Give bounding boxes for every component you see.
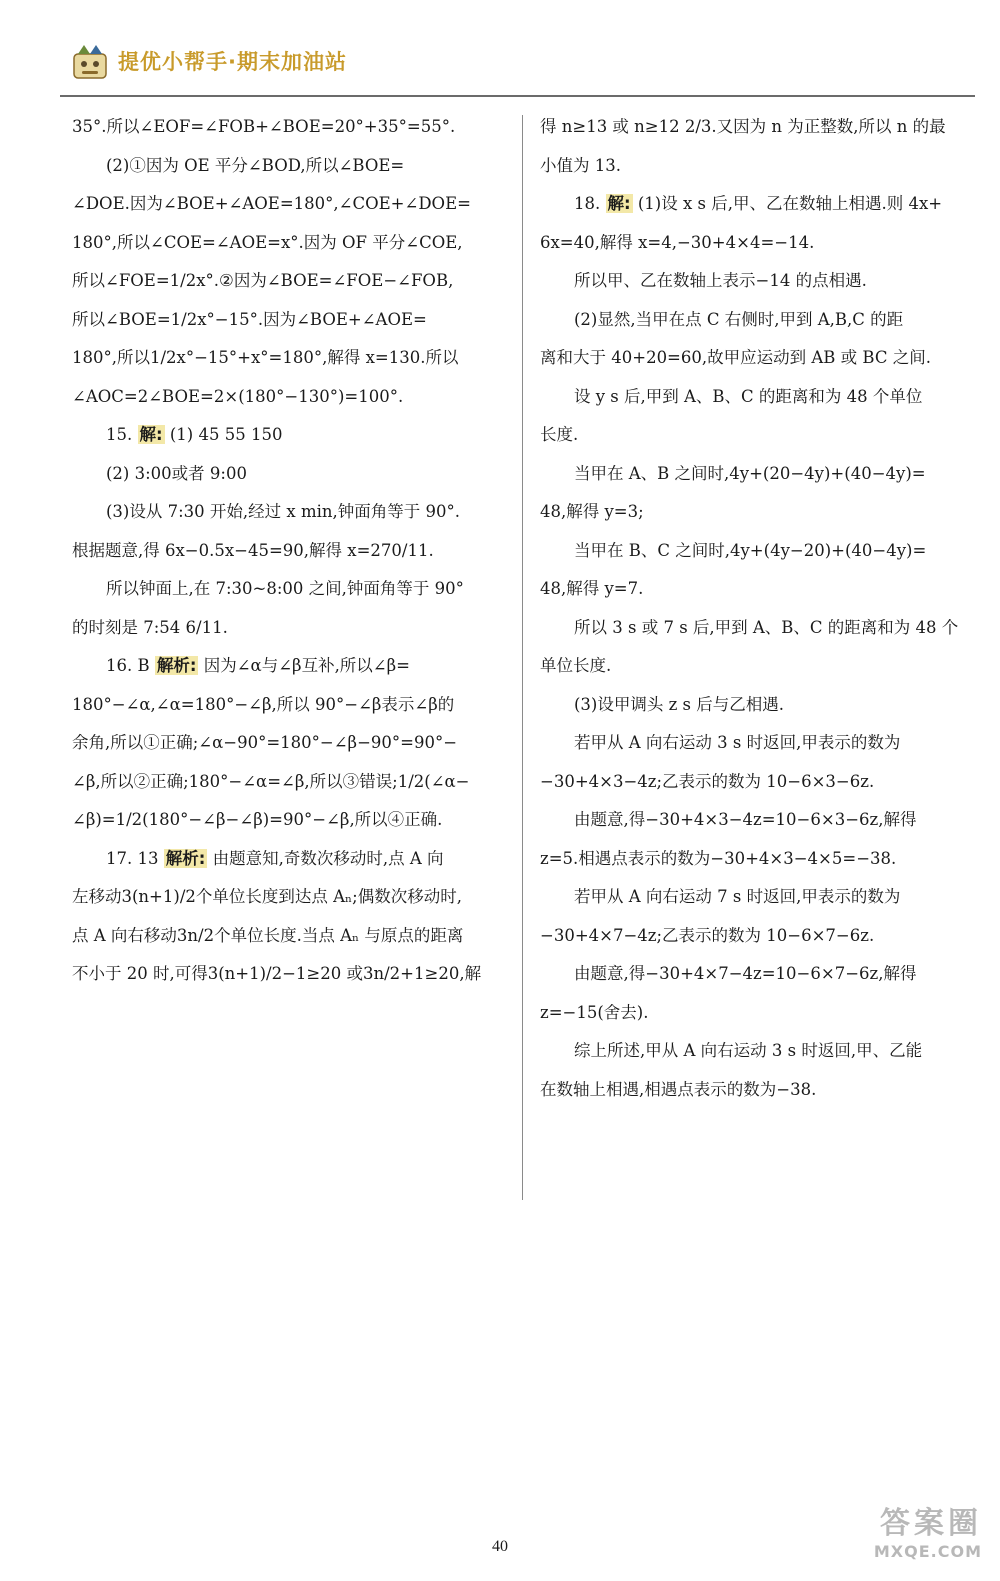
text-line: 35°.所以∠EOF=∠FOB+∠BOE=20°+35°=55°. [72,117,456,136]
analysis-tag: 解析: [165,848,206,868]
text-line: 所以钟面上,在 7:30~8:00 之间,钟面角等于 90° [106,579,464,598]
question-15 [72,416,504,455]
text-line: (1) 45 55 150 [169,425,283,444]
text-line: z=5.相遇点表示的数为−30+4×3−4×5=−38. [540,848,897,868]
text-line: 180°−∠α,∠α=180°−∠β,所以 90°−∠β表示∠β的 [72,694,455,714]
text-line: 设 y s 后,甲到 A、B、C 的距离和为 48 个单位 [574,386,923,406]
answer-tag: 解: [139,425,163,444]
right-column [540,108,973,1109]
text-line: 180°,所以1/2x°−15°+x°=180°,解得 x=130.所以 [72,348,459,367]
header-divider [60,95,975,97]
text-line: 的时刻是 7:54 6/11. [72,617,228,637]
text-line: 单位长度. [540,656,612,675]
text-line: (2)①因为 OE 平分∠BOD,所以∠BOE= [106,155,405,175]
text-line: 综上所述,甲从 A 向右运动 3 s 时返回,甲、乙能 [574,1041,923,1060]
text-line: z=−15(舍去). [540,1002,649,1022]
text-line: ∠β,所以②正确;180°−∠α=∠β,所以③错误;1/2(∠α− [72,771,470,791]
page-number: 40 [492,1538,508,1555]
text-line: 由题意,得−30+4×7−4z=10−6×7−6z,解得 [574,964,917,983]
text-line: 所以 3 s 或 7 s 后,甲到 A、B、C 的距离和为 48 个 [574,617,959,637]
watermark-url: MXQE.COM [873,1542,982,1561]
helper-logo-icon [68,42,112,82]
text-line: −30+4×3−4z;乙表示的数为 10−6×3−6z. [540,771,875,791]
answer-tag: 解: [607,194,631,213]
header-title: 提优小帮手·期末加油站 [118,50,347,74]
text-line: ∠AOC=2∠BOE=2×(180°−130°)=100°. [72,386,404,406]
text-line: (3)设从 7:30 开始,经过 x min,钟面角等于 90°. [106,502,460,521]
text-line: 若甲从 A 向右运动 7 s 时返回,甲表示的数为 [574,887,901,906]
text-line: (2) 3:00或者 9:00 [106,463,247,483]
page-header [60,38,975,88]
text-line: 48,解得 y=3; [540,502,644,521]
text-line: 所以甲、乙在数轴上表示−14 的点相遇. [574,271,867,290]
question-number: 16. B [106,656,150,675]
question-17 [72,840,504,879]
text-line: 点 A 向右移动3n/2个单位长度.当点 Aₙ 与原点的距离 [72,925,464,945]
text-line: 所以∠BOE=1/2x°−15°.因为∠BOE+∠AOE= [72,309,427,329]
text-line: 小值为 13. [540,155,621,175]
text-line: 48,解得 y=7. [540,579,644,598]
text-line: 由题意,得−30+4×3−4z=10−6×3−6z,解得 [574,810,917,829]
question-16 [72,647,504,686]
question-number: 15. [106,425,133,444]
text-line: 余角,所以①正确;∠α−90°=180°−∠β−90°=90°− [72,733,458,752]
text-line: (2)显然,当甲在点 C 右侧时,甲到 A,B,C 的距 [574,309,904,329]
column-divider [522,115,523,1200]
text-line: 在数轴上相遇,相遇点表示的数为−38. [540,1079,817,1099]
text-line: 不小于 20 时,可得3(n+1)/2−1≥20 或3n/2+1≥20,解 [72,964,482,983]
text-line: 根据题意,得 6x−0.5x−45=90,解得 x=270/11. [72,540,434,560]
watermark-logo-text: 答案圈 [880,1506,982,1541]
text-line: 由题意知,奇数次移动时,点 A 向 [212,848,444,868]
text-line: 左移动3(n+1)/2个单位长度到达点 Aₙ;偶数次移动时, [72,887,462,906]
site-watermark [832,1507,982,1567]
question-number: 17. 13 [106,848,159,868]
text-line: 因为∠α与∠β互补,所以∠β= [203,656,411,675]
text-line: 所以∠FOE=1/2x°.②因为∠BOE=∠FOE−∠FOB, [72,271,454,290]
text-line: (1)设 x s 后,甲、乙在数轴上相遇.则 4x+ [637,194,943,213]
text-line: 长度. [540,425,579,444]
text-line: 若甲从 A 向右运动 3 s 时返回,甲表示的数为 [574,733,901,752]
question-number: 18. [574,194,601,213]
left-column [72,108,504,994]
text-line: 当甲在 B、C 之间时,4y+(4y−20)+(40−4y)= [574,540,927,560]
text-line: 6x=40,解得 x=4,−30+4×4=−14. [540,232,815,252]
text-line: 得 n≥13 或 n≥12 2/3.又因为 n 为正整数,所以 n 的最 [540,117,946,136]
analysis-tag: 解析: [156,656,197,675]
text-line: ∠β)=1/2(180°−∠β−∠β)=90°−∠β,所以④正确. [72,810,443,829]
text-line: 180°,所以∠COE=∠AOE=x°.因为 OF 平分∠COE, [72,232,463,252]
text-line: 当甲在 A、B 之间时,4y+(20−4y)+(40−4y)= [574,463,926,483]
text-line: (3)设甲调头 z s 后与乙相遇. [574,694,785,714]
text-line: −30+4×7−4z;乙表示的数为 10−6×7−6z. [540,925,875,945]
text-line: ∠DOE.因为∠BOE+∠AOE=180°,∠COE+∠DOE= [72,194,471,213]
text-line: 离和大于 40+20=60,故甲应运动到 AB 或 BC 之间. [540,348,931,367]
question-18 [540,185,973,224]
